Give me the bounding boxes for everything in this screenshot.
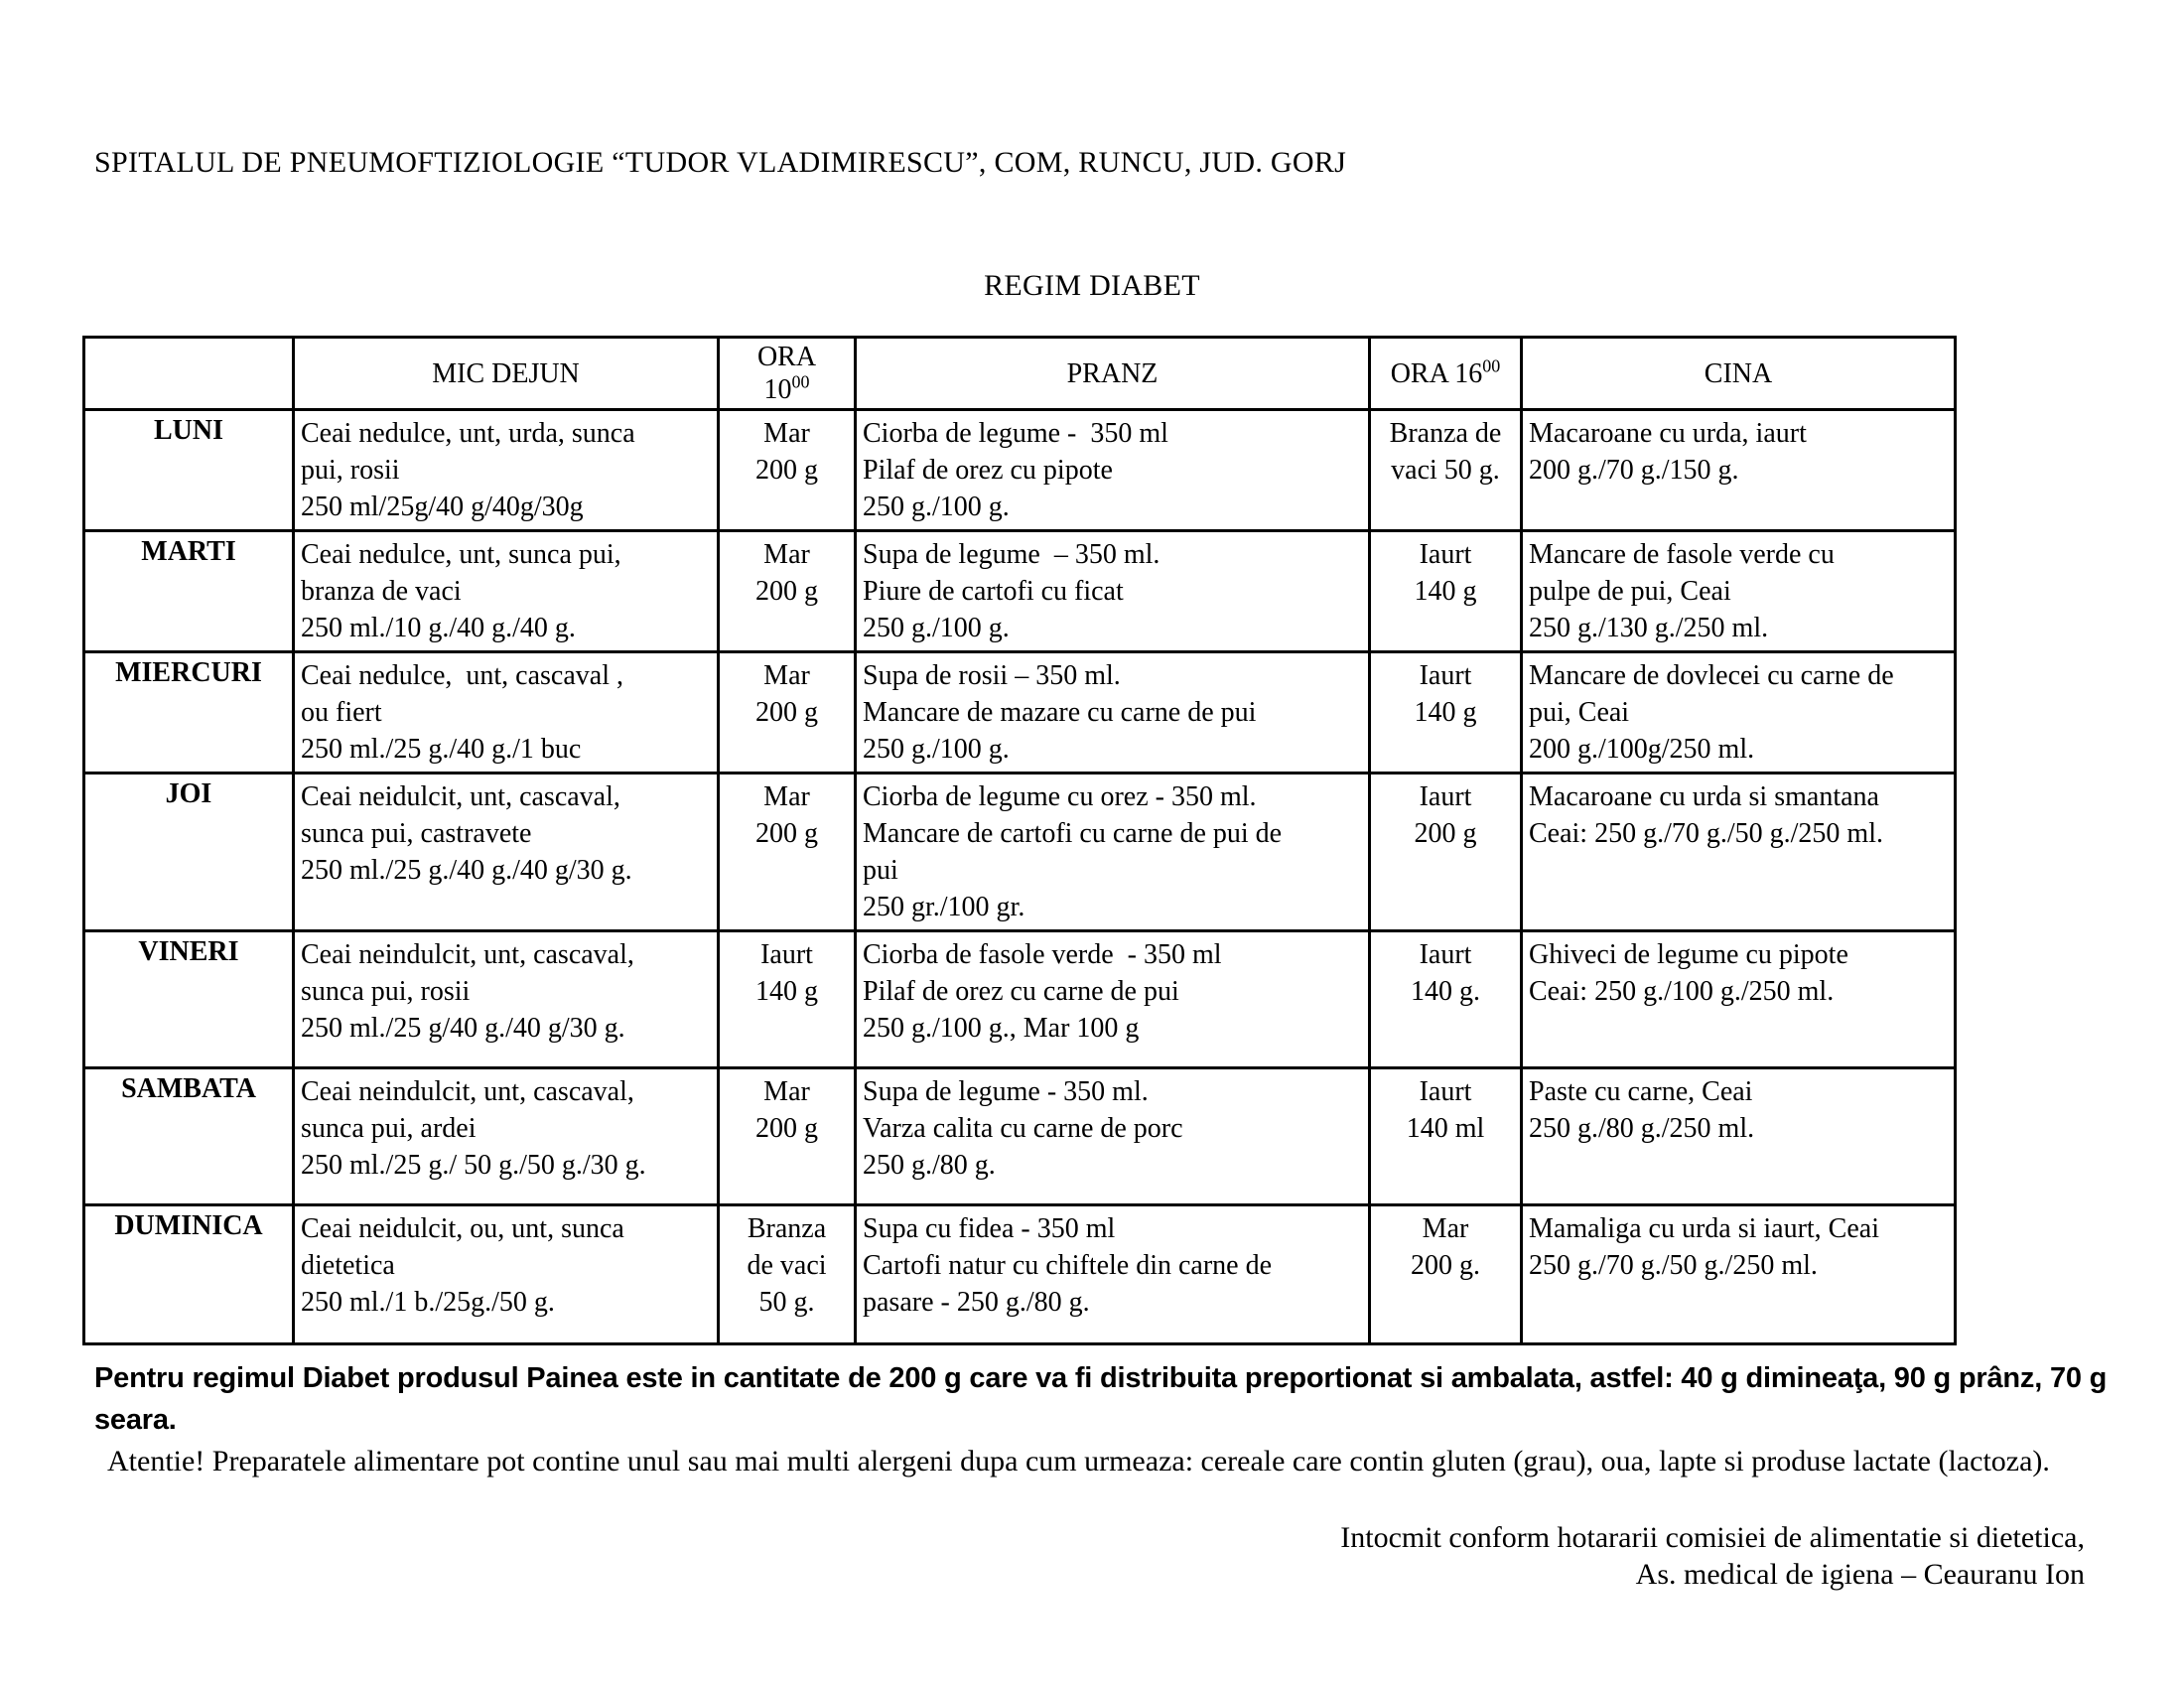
cell-line: Mar bbox=[763, 1076, 810, 1107]
cell-line: Ghiveci de legume cu pipote bbox=[1529, 939, 1848, 970]
table-row bbox=[84, 652, 1956, 774]
table-row bbox=[84, 1068, 1956, 1205]
ora10-cell bbox=[719, 774, 856, 931]
cell-line: 50 g. bbox=[758, 1287, 815, 1318]
cell-line: Mar bbox=[763, 660, 810, 691]
cell-line: 200 g./100g/250 ml. bbox=[1529, 734, 1755, 765]
col-header-cina: CINA bbox=[1522, 338, 1956, 410]
cell-line: Branza bbox=[747, 1213, 827, 1244]
cell-line: Mar bbox=[763, 781, 810, 812]
ora10-cell bbox=[719, 531, 856, 652]
day-cell: MARTI bbox=[84, 531, 294, 652]
cell-line: sunca pui, ardei bbox=[301, 1113, 477, 1144]
cell-line: 250 g./130 g./250 ml. bbox=[1529, 613, 1769, 643]
cell-line: 250 ml/25g/40 g/40g/30g bbox=[301, 492, 584, 522]
cell-line: Iaurt bbox=[1419, 660, 1472, 691]
cell-line: 250 ml./10 g./40 g./40 g. bbox=[301, 613, 576, 643]
pranz-cell bbox=[856, 1068, 1370, 1205]
ora10-cell bbox=[719, 410, 856, 531]
allergen-note: Atentie! Preparatele alimentare pot contine unul sau mai multi alergeni dupa cum urmeaza: cereale care contin gluten (grau), oua, lapte si produse lactate (lactoza). bbox=[107, 1445, 2050, 1477]
cell-line: Mancare de mazare cu carne de pui bbox=[863, 697, 1257, 728]
ora16-cell bbox=[1370, 774, 1522, 931]
ora16-cell bbox=[1370, 1068, 1522, 1205]
ora16-label: ORA 16 bbox=[1390, 357, 1483, 389]
menu-table-body bbox=[84, 410, 1956, 1344]
cina-cell bbox=[1522, 531, 1956, 652]
ora16-cell bbox=[1370, 931, 1522, 1068]
cell-line: Macaroane cu urda si smantana bbox=[1529, 781, 1879, 812]
mic-dejun-cell bbox=[294, 1068, 719, 1205]
cell-line: Ciorba de legume cu orez - 350 ml. bbox=[863, 781, 1257, 812]
day-cell: JOI bbox=[84, 774, 294, 931]
cell-line: Iaurt bbox=[1419, 539, 1472, 570]
cell-line: Cartofi natur cu chiftele din carne de bbox=[863, 1250, 1273, 1281]
pranz-cell bbox=[856, 1205, 1370, 1344]
cina-cell bbox=[1522, 1205, 1956, 1344]
cell-line: Piure de cartofi cu ficat bbox=[863, 576, 1124, 607]
cina-cell bbox=[1522, 652, 1956, 774]
cell-line: Ceai: 250 g./100 g./250 ml. bbox=[1529, 976, 1835, 1007]
cell-line: Supa de rosii – 350 ml. bbox=[863, 660, 1121, 691]
ora10-cell bbox=[719, 931, 856, 1068]
hospital-header: SPITALUL DE PNEUMOFTIZIOLOGIE “TUDOR VLADIMIRESCU”, COM, RUNCU, JUD. GORJ bbox=[94, 146, 1347, 179]
page-title: REGIM DIABET bbox=[984, 269, 1200, 302]
cell-line: Ciorba de legume - 350 ml bbox=[863, 418, 1168, 449]
cell-line: 140 g. bbox=[1411, 976, 1480, 1007]
signature-line1: Intocmit conform hotararii comisiei de alimentatie si dietetica, bbox=[1340, 1521, 2085, 1554]
cell-line: 200 g bbox=[1414, 818, 1477, 849]
signature-line2: As. medical de igiena – Ceauranu Ion bbox=[1635, 1558, 2085, 1591]
mic-dejun-cell bbox=[294, 931, 719, 1068]
cell-line: Macaroane cu urda, iaurt bbox=[1529, 418, 1807, 449]
cell-line: Pilaf de orez cu carne de pui bbox=[863, 976, 1179, 1007]
col-header-ora10-line1: ORA bbox=[756, 342, 817, 372]
cell-line: 200 g bbox=[755, 576, 818, 607]
cell-line: 140 g bbox=[1414, 697, 1477, 728]
table-row bbox=[84, 1205, 1956, 1344]
ora10-superscript: 00 bbox=[791, 371, 810, 392]
col-header-mic-dejun: MIC DEJUN bbox=[294, 338, 719, 410]
pranz-cell bbox=[856, 931, 1370, 1068]
ora10-cell bbox=[719, 1068, 856, 1205]
cell-line: Supa cu fidea - 350 ml bbox=[863, 1213, 1116, 1244]
cell-line: 250 g./100 g. bbox=[863, 492, 1010, 522]
cell-line: Mar bbox=[763, 418, 810, 449]
mic-dejun-cell bbox=[294, 774, 719, 931]
cell-line: Varza calita cu carne de porc bbox=[863, 1113, 1183, 1144]
cell-line: 250 g./100 g. bbox=[863, 734, 1010, 765]
cell-line: branza de vaci bbox=[301, 576, 462, 607]
cell-line: Ceai nedulce, unt, sunca pui, bbox=[301, 539, 621, 570]
mic-dejun-cell bbox=[294, 1205, 719, 1344]
ora10-cell bbox=[719, 1205, 856, 1344]
cell-line: 250 gr./100 gr. bbox=[863, 892, 1025, 922]
cell-line: pulpe de pui, Ceai bbox=[1529, 576, 1731, 607]
cell-line: 250 ml./25 g./40 g./1 buc bbox=[301, 734, 582, 765]
signature-block bbox=[0, 1519, 2085, 1593]
table-row bbox=[84, 774, 1956, 931]
cina-cell bbox=[1522, 410, 1956, 531]
day-cell: SAMBATA bbox=[84, 1068, 294, 1205]
cell-line: 200 g bbox=[755, 697, 818, 728]
cell-line: pui, Ceai bbox=[1529, 697, 1630, 728]
cell-line: Mancare de cartofi cu carne de pui de bbox=[863, 818, 1283, 849]
pranz-cell bbox=[856, 410, 1370, 531]
cell-line: Iaurt bbox=[1419, 939, 1472, 970]
cell-line: dietetica bbox=[301, 1250, 395, 1281]
cell-line: 250 ml./25 g/40 g./40 g/30 g. bbox=[301, 1013, 625, 1044]
day-cell: DUMINICA bbox=[84, 1205, 294, 1344]
ora16-cell bbox=[1370, 531, 1522, 652]
cell-line: ou fiert bbox=[301, 697, 382, 728]
table-row bbox=[84, 531, 1956, 652]
col-header-pranz: PRANZ bbox=[856, 338, 1370, 410]
cell-line: 200 g bbox=[755, 1113, 818, 1144]
cell-line: Mar bbox=[763, 539, 810, 570]
cell-line: 250 g./80 g./250 ml. bbox=[1529, 1113, 1755, 1144]
cina-cell bbox=[1522, 774, 1956, 931]
pranz-cell bbox=[856, 531, 1370, 652]
day-cell: VINERI bbox=[84, 931, 294, 1068]
day-cell: LUNI bbox=[84, 410, 294, 531]
ora16-superscript: 00 bbox=[1482, 355, 1501, 376]
cell-line: Supa de legume – 350 ml. bbox=[863, 539, 1160, 570]
table-header bbox=[84, 338, 1956, 410]
cell-line: 250 ml./25 g./40 g./40 g/30 g. bbox=[301, 855, 632, 886]
cell-line: Mancare de dovlecei cu carne de bbox=[1529, 660, 1894, 691]
cell-line: Ceai nedulce, unt, urda, sunca bbox=[301, 418, 635, 449]
cell-line: Ceai nedulce, unt, cascaval , bbox=[301, 660, 623, 691]
cell-line: vaci 50 g. bbox=[1391, 455, 1500, 486]
table-row bbox=[84, 410, 1956, 531]
cell-line: 250 ml./25 g./ 50 g./50 g./30 g. bbox=[301, 1150, 646, 1181]
mic-dejun-cell bbox=[294, 410, 719, 531]
cell-line: 200 g bbox=[755, 455, 818, 486]
table-row bbox=[84, 931, 1956, 1068]
table-header-row bbox=[84, 338, 1956, 410]
cell-line: 250 g./70 g./50 g./250 ml. bbox=[1529, 1250, 1818, 1281]
cell-line: Ceai: 250 g./70 g./50 g./250 ml. bbox=[1529, 818, 1883, 849]
cell-line: 200 g./70 g./150 g. bbox=[1529, 455, 1739, 486]
cell-line: Branza de bbox=[1389, 418, 1502, 449]
cell-line: 140 g bbox=[755, 976, 818, 1007]
cell-line: sunca pui, castravete bbox=[301, 818, 532, 849]
cina-cell bbox=[1522, 1068, 1956, 1205]
cell-line: 200 g bbox=[755, 818, 818, 849]
cell-line: Ceai neindulcit, unt, cascaval, bbox=[301, 1076, 634, 1107]
cell-line: 250 g./80 g. bbox=[863, 1150, 996, 1181]
ora10-cell bbox=[719, 652, 856, 774]
cell-line: Paste cu carne, Ceai bbox=[1529, 1076, 1753, 1107]
ora10-time: 10 bbox=[763, 374, 792, 405]
cell-line: 200 g. bbox=[1411, 1250, 1480, 1281]
diet-menu-table bbox=[82, 336, 1957, 1345]
cell-line: Iaurt bbox=[1419, 1076, 1472, 1107]
col-header-ora10-line2 bbox=[724, 373, 850, 406]
col-header-day bbox=[84, 338, 294, 410]
cell-line: de vaci bbox=[747, 1250, 827, 1281]
bread-note: Pentru regimul Diabet produsul Painea este in cantitate de 200 g care va fi distribuita preportionat si ambalata, astfel: 40 g dimineaţa, 90 g prânz, 70 g seara. bbox=[94, 1362, 2108, 1436]
ora16-cell bbox=[1370, 410, 1522, 531]
cell-line: sunca pui, rosii bbox=[301, 976, 471, 1007]
cell-line: Mamaliga cu urda si iaurt, Ceai bbox=[1529, 1213, 1879, 1244]
cell-line: Ceai neidulcit, unt, cascaval, bbox=[301, 781, 620, 812]
cell-line: Ciorba de fasole verde - 350 ml bbox=[863, 939, 1222, 970]
pranz-cell bbox=[856, 774, 1370, 931]
cina-cell bbox=[1522, 931, 1956, 1068]
cell-line: 250 ml./1 b./25g./50 g. bbox=[301, 1287, 555, 1318]
cell-line: Supa de legume - 350 ml. bbox=[863, 1076, 1149, 1107]
cell-line: Iaurt bbox=[1419, 781, 1472, 812]
col-header-ora16 bbox=[1370, 338, 1522, 410]
cell-line: 140 ml bbox=[1406, 1113, 1485, 1144]
ora16-cell bbox=[1370, 1205, 1522, 1344]
ora16-cell bbox=[1370, 652, 1522, 774]
cell-line: 250 g./100 g., Mar 100 g bbox=[863, 1013, 1140, 1044]
cell-line: Ceai neidulcit, ou, unt, sunca bbox=[301, 1213, 624, 1244]
col-header-ora10 bbox=[719, 338, 856, 410]
cell-line: pasare - 250 g./80 g. bbox=[863, 1287, 1090, 1318]
cell-line: 140 g bbox=[1414, 576, 1477, 607]
cell-line: 250 g./100 g. bbox=[863, 613, 1010, 643]
mic-dejun-cell bbox=[294, 652, 719, 774]
cell-line: Mancare de fasole verde cu bbox=[1529, 539, 1835, 570]
cell-line: pui bbox=[863, 855, 898, 886]
cell-line: Pilaf de orez cu pipote bbox=[863, 455, 1113, 486]
cell-line: pui, rosii bbox=[301, 455, 400, 486]
cell-line: Ceai neindulcit, unt, cascaval, bbox=[301, 939, 634, 970]
cell-line: Iaurt bbox=[760, 939, 813, 970]
pranz-cell bbox=[856, 652, 1370, 774]
day-cell: MIERCURI bbox=[84, 652, 294, 774]
cell-line: Mar bbox=[1422, 1213, 1469, 1244]
mic-dejun-cell bbox=[294, 531, 719, 652]
